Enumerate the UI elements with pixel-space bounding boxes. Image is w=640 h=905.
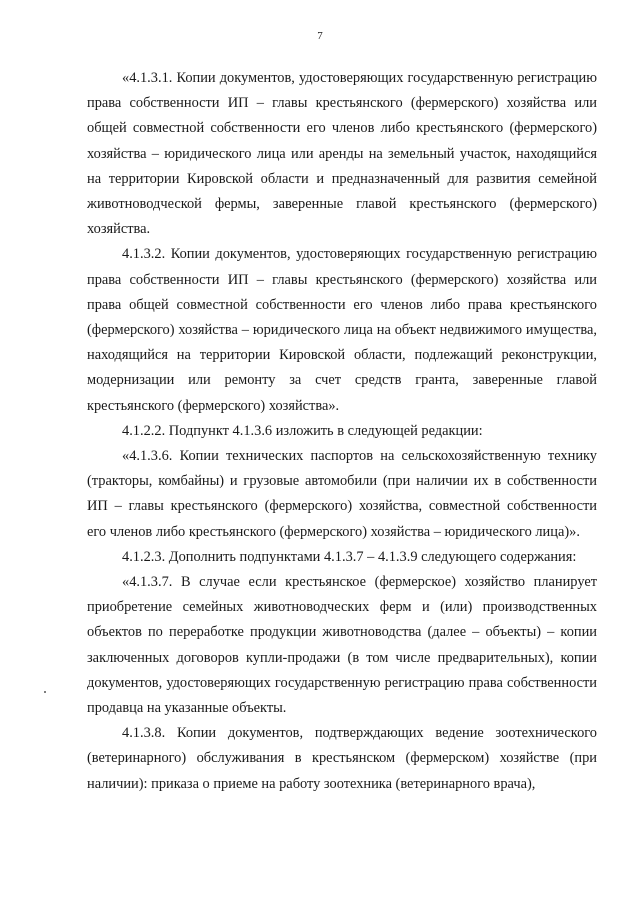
paragraph-4-1-3-2: 4.1.3.2. Копии документов, удостоверяющих государственную регистрацию права собственности ИП – главы крестьянского (фермерского) хозяйства или права общей совместной собственности его членов либо права крестьянского (фермерского) хозяйства – юридического лица на объект недвижимого имущества, находящийся на территории Кировской области, подлежащий реконструкции, модернизации или ремонту за счет средств гранта, заверенные главой крестьянского (фермерского) хозяйства». [87, 246, 597, 414]
paragraph-4-1-3-6: «4.1.3.6. Копии технических паспортов на сельскохозяйственную технику (тракторы, комбайны) и грузовые автомобили (при наличии их в собственности ИП – главы крестьянского (фермерского) хозяйства, совместной собственности его членов либо крестьянского (фермерского) хозяйства – юридического лица)». [87, 448, 597, 540]
paragraph-4-1-3-1: «4.1.3.1. Копии документов, удостоверяющих государственную регистрацию права собственности ИП – главы крестьянского (фермерского) хозяйства или общей совместной собственности его членов либо крестьянского (фермерского) хозяйства – юридического лица или аренды на земельный участок, находящийся на территории Кировской области и предназначенный для развития семейной животноводческой фермы, заверенные главой крестьянского (фермерского) хозяйства. [87, 70, 597, 238]
document-body [87, 66, 597, 797]
paragraph-4-1-3-8: 4.1.3.8. Копии документов, подтверждающих ведение зоотехнического (ветеринарного) обслуживания в крестьянском (фермерском) хозяйстве (при наличии): приказа о приеме на работу зоотехника (ветеринарного врача), [87, 725, 597, 792]
scan-dot-mark [44, 691, 46, 693]
page-number: 7 [317, 30, 323, 42]
paragraph-4-1-3-7: «4.1.3.7. В случае если крестьянское (фермерское) хозяйство планирует приобретение семейных животноводческих ферм и (или) производственных объектов по переработке продукции животноводства (далее – объекты) – копии заключенных договоров купли-продажи (в том числе предварительных), копии документов, удостоверяющих государственную регистрацию права собственности продавца на указанные объекты. [87, 574, 597, 717]
paragraph-4-1-2-2: 4.1.2.2. Подпункт 4.1.3.6 изложить в следующей редакции: [122, 422, 483, 439]
paragraph-4-1-2-3: 4.1.2.3. Дополнить подпунктами 4.1.3.7 – 4.1.3.9 следующего содержания: [122, 548, 577, 565]
